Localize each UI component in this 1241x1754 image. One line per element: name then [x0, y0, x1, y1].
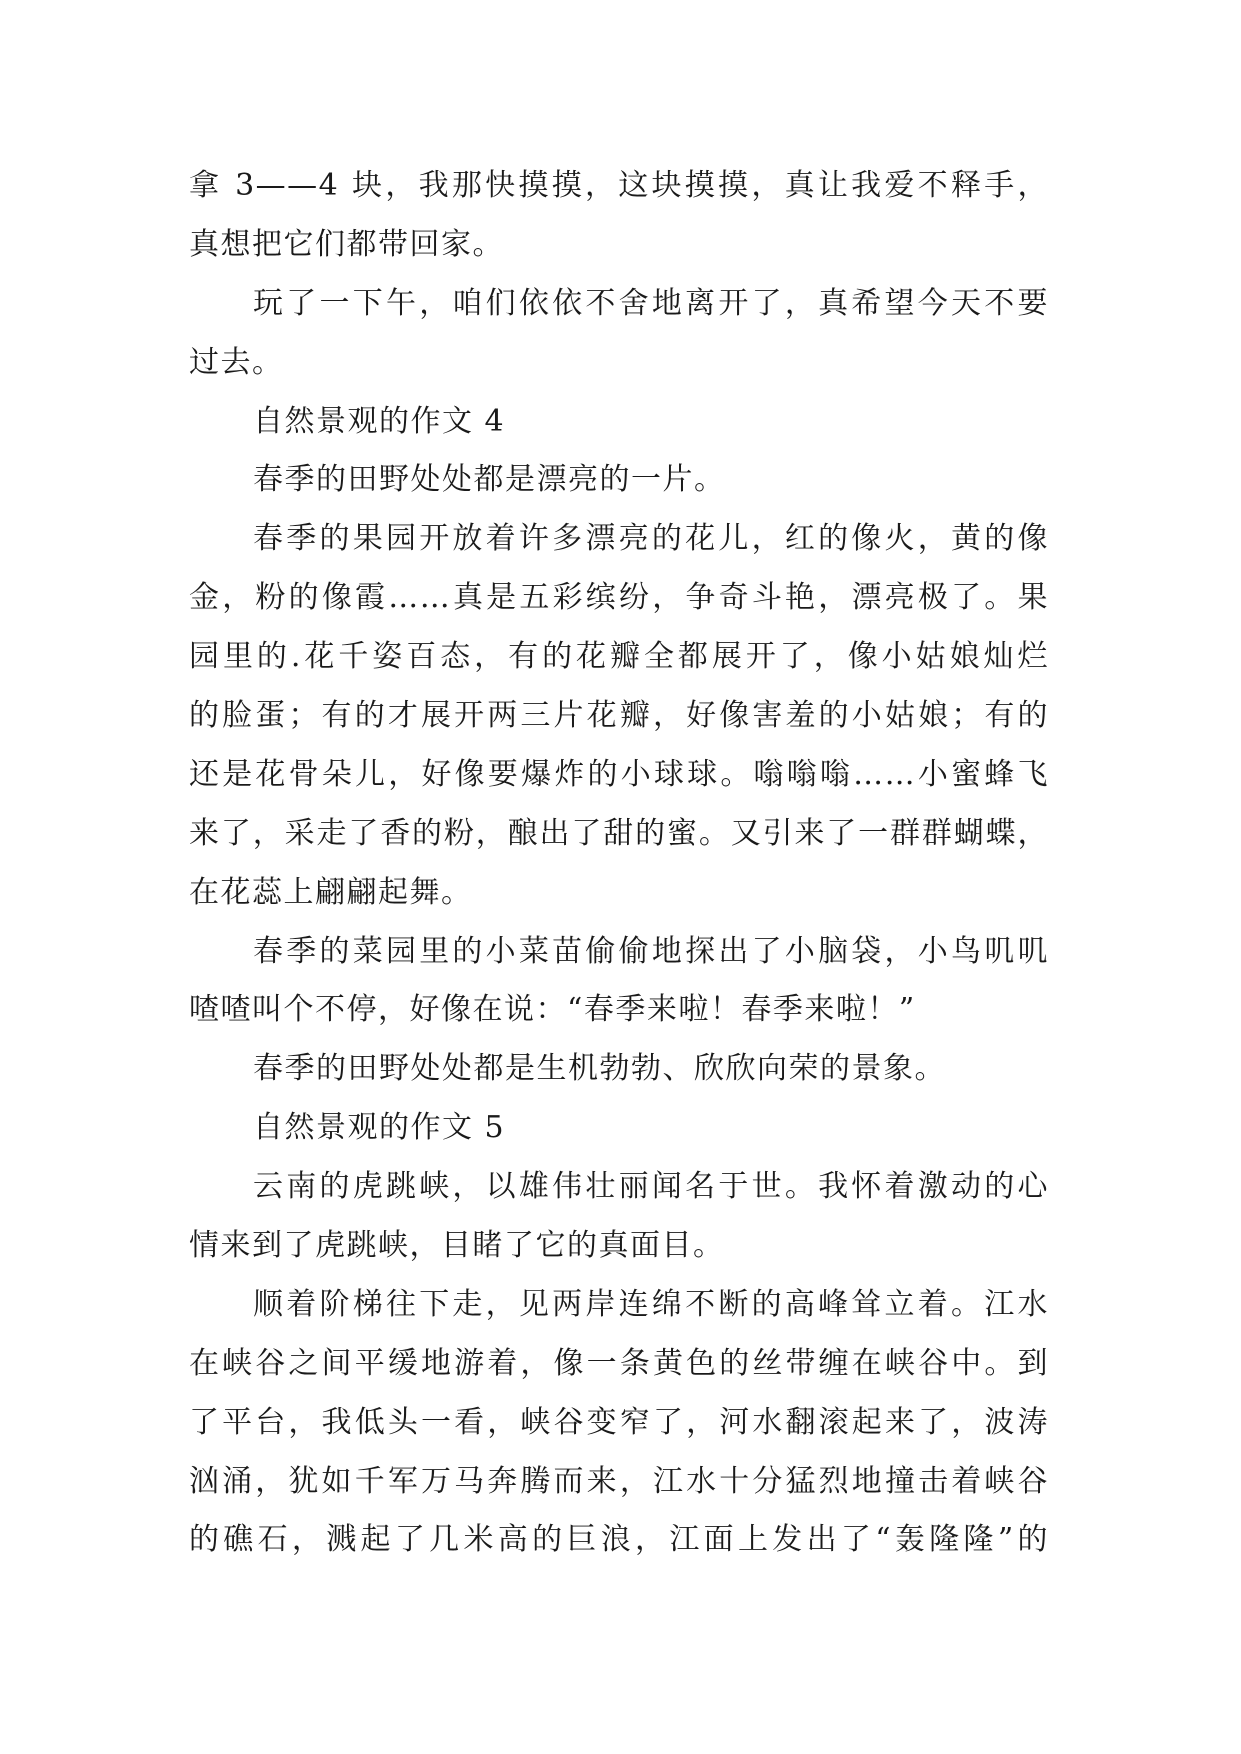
- text-line: 顺着阶梯往下走，见两岸连绵不断的高峰耸立着。江水: [253, 1286, 1049, 1322]
- text-line: 喳喳叫个不停，好像在说：“春季来啦！春季来啦！”: [189, 992, 916, 1028]
- section-heading: 自然景观的作文 5: [253, 1110, 506, 1146]
- text-line: 过去。: [189, 344, 284, 380]
- text-line: 玩了一下午，咱们依依不舍地离开了，真希望今天不要: [253, 285, 1049, 321]
- text-line: 金，粉的像霞……真是五彩缤纷，争奇斗艳，漂亮极了。果: [189, 580, 1049, 616]
- text-line: 春季的菜园里的小菜苗偷偷地探出了小脑袋，小鸟叽叽: [253, 933, 1049, 969]
- text-line: 云南的虎跳峡，以雄伟壮丽闻名于世。我怀着激动的心: [253, 1169, 1049, 1205]
- text-line: 春季的田野处处都是生机勃勃、欣欣向荣的景象。: [253, 1051, 946, 1087]
- text-line: 拿 3——4 块，我那快摸摸，这块摸摸，真让我爱不释手，: [189, 168, 1049, 203]
- section-heading: 自然景观的作文 4: [253, 403, 506, 439]
- text-line: 园里的.花千姿百态，有的花瓣全都展开了，像小姑娘灿烂: [189, 639, 1049, 675]
- text-line: 情来到了虎跳峡，目睹了它的真面目。: [189, 1228, 725, 1264]
- text-line: 春季的田野处处都是漂亮的一片。: [253, 462, 726, 498]
- text-line: 春季的果园开放着许多漂亮的花儿，红的像火，黄的像: [253, 521, 1049, 557]
- text-line: 的礁石，溅起了几米高的巨浪，江面上发出了“轰隆隆”的: [189, 1522, 1049, 1558]
- text-line: 了平台，我低头一看，峡谷变窄了，河水翻滚起来了，波涛: [189, 1404, 1049, 1440]
- text-line: 还是花骨朵儿，好像要爆炸的小球球。嗡嗡嗡……小蜜蜂飞: [189, 756, 1049, 792]
- text-line: 在峡谷之间平缓地游着，像一条黄色的丝带缠在峡谷中。到: [189, 1345, 1049, 1381]
- text-line: 来了，采走了香的粉，酿出了甜的蜜。又引来了一群群蝴蝶，: [189, 815, 1049, 851]
- text-line: 汹涌，犹如千军万马奔腾而来，江水十分猛烈地撞击着峡谷: [189, 1463, 1049, 1499]
- text-line: 真想把它们都带回家。: [189, 226, 504, 262]
- text-line: 在花蕊上翩翩起舞。: [189, 874, 473, 910]
- text-line: 的脸蛋；有的才展开两三片花瓣，好像害羞的小姑娘；有的: [189, 698, 1049, 734]
- document-body: [189, 157, 1049, 1570]
